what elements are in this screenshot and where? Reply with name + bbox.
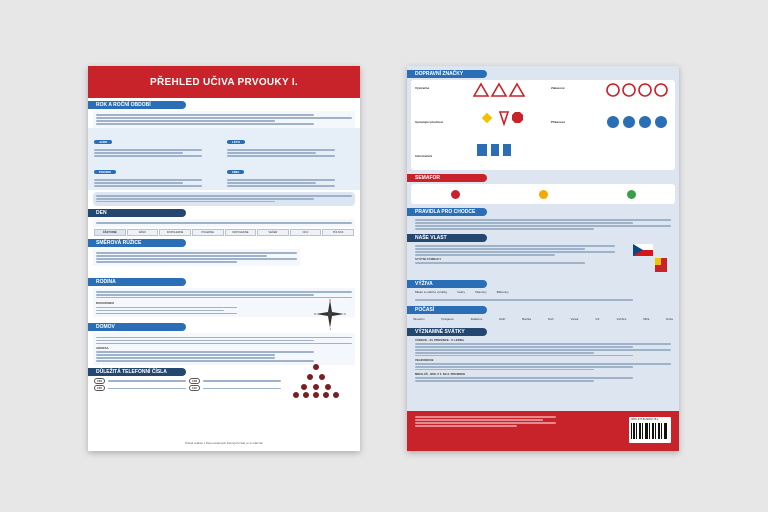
year-text [93, 111, 355, 128]
holidays-text [415, 338, 671, 383]
red-light-icon [451, 190, 460, 199]
seasons-grid [88, 128, 360, 190]
weather-item: Vichřice [616, 317, 627, 321]
compass-south: J [329, 327, 331, 330]
green-light-icon [627, 190, 636, 199]
season-winter: ZIMA [227, 160, 354, 188]
section-weather: POČASÍ [407, 306, 487, 314]
sign-group-label: Zákazové [551, 86, 565, 90]
compass-rose-icon [314, 298, 346, 330]
weather-item: Bouřka [522, 317, 531, 321]
barcode [629, 417, 671, 443]
holiday-mikulas: MIKULÁŠ - NOC Z 5. NA 6. PROSINCE [415, 371, 466, 376]
orange-light-icon [539, 190, 548, 199]
family-tree-label: RODOKMEN [96, 301, 114, 306]
section-directions: SMĚROVÁ RŮŽICE [88, 239, 186, 247]
sign-group-label: Příkazové [551, 120, 566, 124]
season-autumn: PODZIM [94, 160, 221, 188]
isbn: ISBN: 978-80-88400-78-4 [631, 418, 659, 421]
family-tree-icon [286, 362, 346, 398]
phone-number: 150 [94, 378, 105, 384]
sign-group-label: Upravující přednost [415, 120, 444, 124]
prohibitive-mandatory-signs-icon [605, 82, 673, 158]
weather-item: Vítr [595, 317, 600, 321]
months-text [93, 192, 355, 206]
weather-item: Déšť [499, 317, 506, 321]
section-day: DEN [88, 209, 186, 217]
compass-west: Z [314, 312, 316, 316]
section-homeland: NAŠE VLAST [407, 234, 487, 242]
back-page [407, 66, 679, 451]
weather-item: Zataženo [470, 317, 483, 321]
season-spring: JARO [94, 130, 221, 158]
day-part: RÁNO [127, 229, 159, 236]
section-food: VÝŽIVA [407, 280, 487, 288]
homeland-text [415, 244, 615, 265]
day-part: PŮLNOC [322, 229, 354, 236]
weather-item: Slunečno [413, 317, 425, 321]
compass-north: S [328, 298, 332, 302]
day-parts-table [94, 229, 354, 236]
section-home: DOMOV [88, 323, 186, 331]
front-title: PŘEHLED UČIVA PRVOUKY I. [88, 66, 360, 98]
weather-list [413, 317, 673, 321]
day-part: POLEDNE [192, 229, 224, 236]
section-semaphore: SEMAFOR [407, 174, 487, 182]
food-list [415, 290, 671, 294]
holiday-christmas: VÁNOCE - 24. PROSINCE - 6. LEDNA [415, 338, 464, 342]
weather-item: Duha [666, 317, 673, 321]
weather-item: Mlha [643, 317, 650, 321]
day-part: ODPOLEDNE [225, 229, 257, 236]
phone-number: 155 [94, 385, 105, 391]
section-family: RODINA [88, 278, 186, 286]
home-text [93, 333, 355, 365]
phone-number: 112 [189, 385, 200, 391]
sign-group-label: Informativní [415, 154, 433, 158]
state-symbols-label: STÁTNÍ SYMBOLY [415, 256, 442, 261]
back-footer [407, 411, 679, 451]
day-parts-label: ČÁSTI DNE [94, 229, 126, 236]
section-phones: DŮLEŽITÁ TELEFONNÍ ČÍSLA [88, 368, 186, 376]
section-holidays: VÝZNAMNÉ SVÁTKY [407, 328, 487, 336]
signs-panel [411, 80, 675, 170]
address-label: ADRESA [96, 346, 109, 351]
barcode-icon [631, 423, 669, 439]
pedestrian-rules [415, 218, 671, 231]
day-part: DOPOLEDNE [159, 229, 191, 236]
czech-flag-emblem-icon [633, 244, 667, 274]
weather-item: Vánek [570, 317, 579, 321]
front-footnote: Pokud voláme z čísel uvedených tísňových čísel, je to zdarma! [185, 441, 263, 445]
warning-signs-icon [473, 82, 545, 168]
weather-item: Sníh [547, 317, 554, 321]
semaphore-panel [411, 184, 675, 204]
food-item: Cukry [457, 290, 466, 294]
weather-item: Polojasno [441, 317, 454, 321]
season-summer: LÉTO [227, 130, 354, 158]
sign-group-label: Výstražné [415, 86, 430, 90]
day-part: VEČER [257, 229, 289, 236]
food-text [415, 298, 671, 302]
food-item: Vitamíny [475, 290, 487, 294]
phone-number: 158 [189, 378, 200, 384]
directions-text [93, 249, 300, 266]
section-signs: DOPRAVNÍ ZNAČKY [407, 70, 487, 78]
day-part: NOC [290, 229, 322, 236]
compass-east: V [343, 312, 346, 316]
food-item: Mléko a mléčné výrobky [415, 290, 448, 294]
food-item: Bílkoviny [496, 290, 509, 294]
front-page [88, 66, 360, 451]
holiday-easter: VELIKONOCE [415, 357, 434, 362]
section-pedestrians: PRAVIDLA PRO CHODCE [407, 208, 487, 216]
section-year: ROK A ROČNÍ OBDOBÍ [88, 101, 186, 109]
day-text [93, 219, 355, 227]
